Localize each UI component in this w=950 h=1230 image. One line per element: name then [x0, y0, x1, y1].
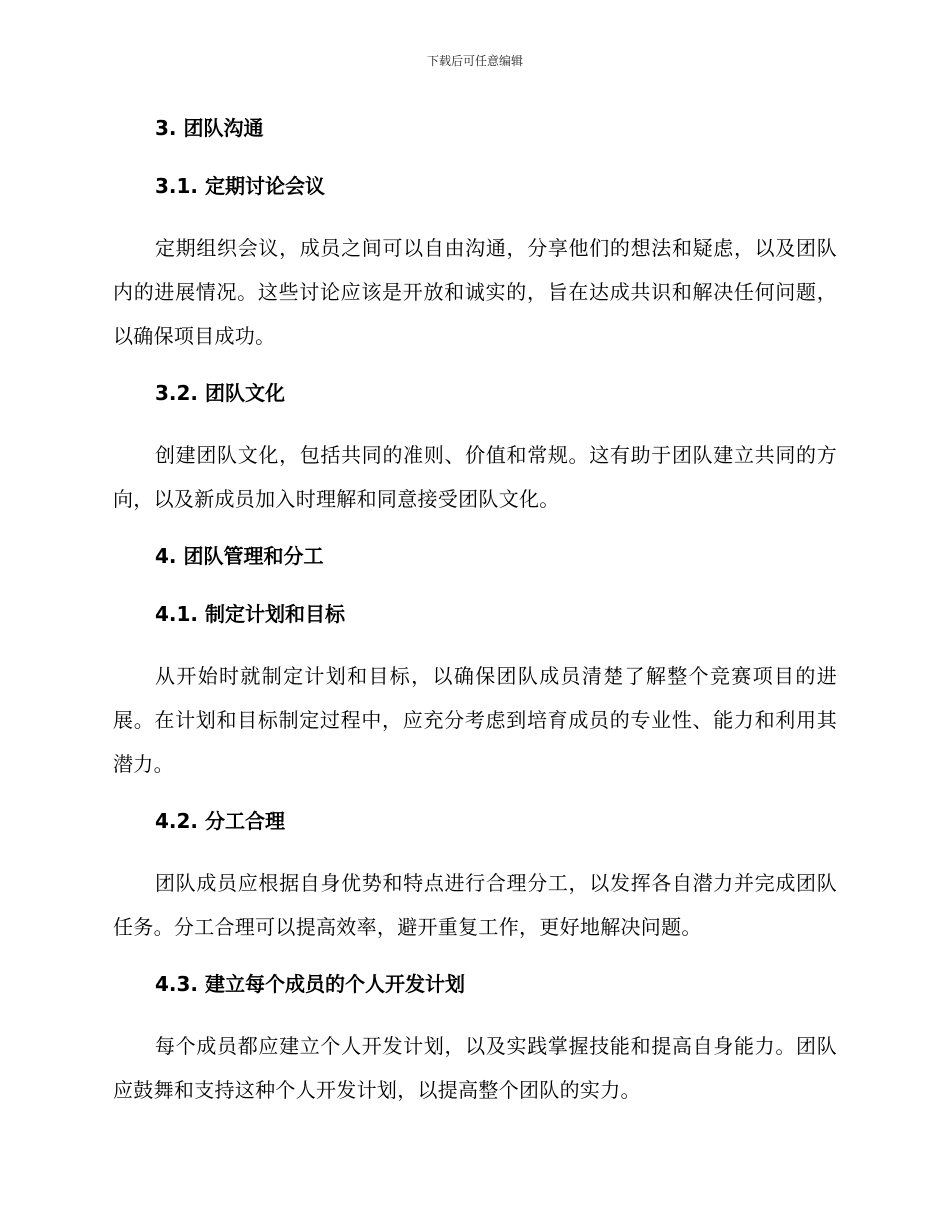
page-header: 下载后可任意编辑	[426, 54, 523, 68]
section-3-2-heading: 3.2. 团队文化	[155, 381, 285, 405]
section-4-2-paragraph: 团队成员应根据自身优势和特点进行合理分工，以发挥各自潜力并完成团队任务。分工合理可以提高效率，避开重复工作，更好地解决问题。	[113, 871, 837, 939]
section-4-heading: 4. 团队管理和分工	[155, 544, 324, 568]
section-3-1-paragraph: 定期组织会议，成员之间可以自由沟通，分享他们的想法和疑虑，以及团队内的进展情况。这些讨论应该是开放和诚实的，旨在达成共识和解决任何问题，以确保项目成功。	[113, 236, 837, 348]
section-4-1-paragraph: 从开始时就制定计划和目标，以确保团队成员清楚了解整个竞赛项目的进展。在计划和目标制定过程中，应充分考虑到培育成员的专业性、能力和利用其潜力。	[113, 664, 837, 776]
section-4-3-heading: 4.3. 建立每个成员的个人开发计划	[155, 972, 465, 996]
section-3-1-heading: 3.1. 定期讨论会议	[155, 174, 325, 198]
document-body	[113, 110, 837, 1112]
section-4-1-heading: 4.1. 制定计划和目标	[155, 602, 345, 626]
section-3-heading: 3. 团队沟通	[155, 116, 264, 140]
section-3-2-paragraph: 创建团队文化，包括共同的准则、价值和常规。这有助于团队建立共同的方向，以及新成员加入时理解和同意接受团队文化。	[113, 443, 837, 511]
section-4-3-paragraph: 每个成员都应建立个人开发计划，以及实践掌握技能和提高自身能力。团队应鼓舞和支持这种个人开发计划，以提高整个团队的实力。	[113, 1034, 837, 1102]
section-4-2-heading: 4.2. 分工合理	[155, 809, 285, 833]
